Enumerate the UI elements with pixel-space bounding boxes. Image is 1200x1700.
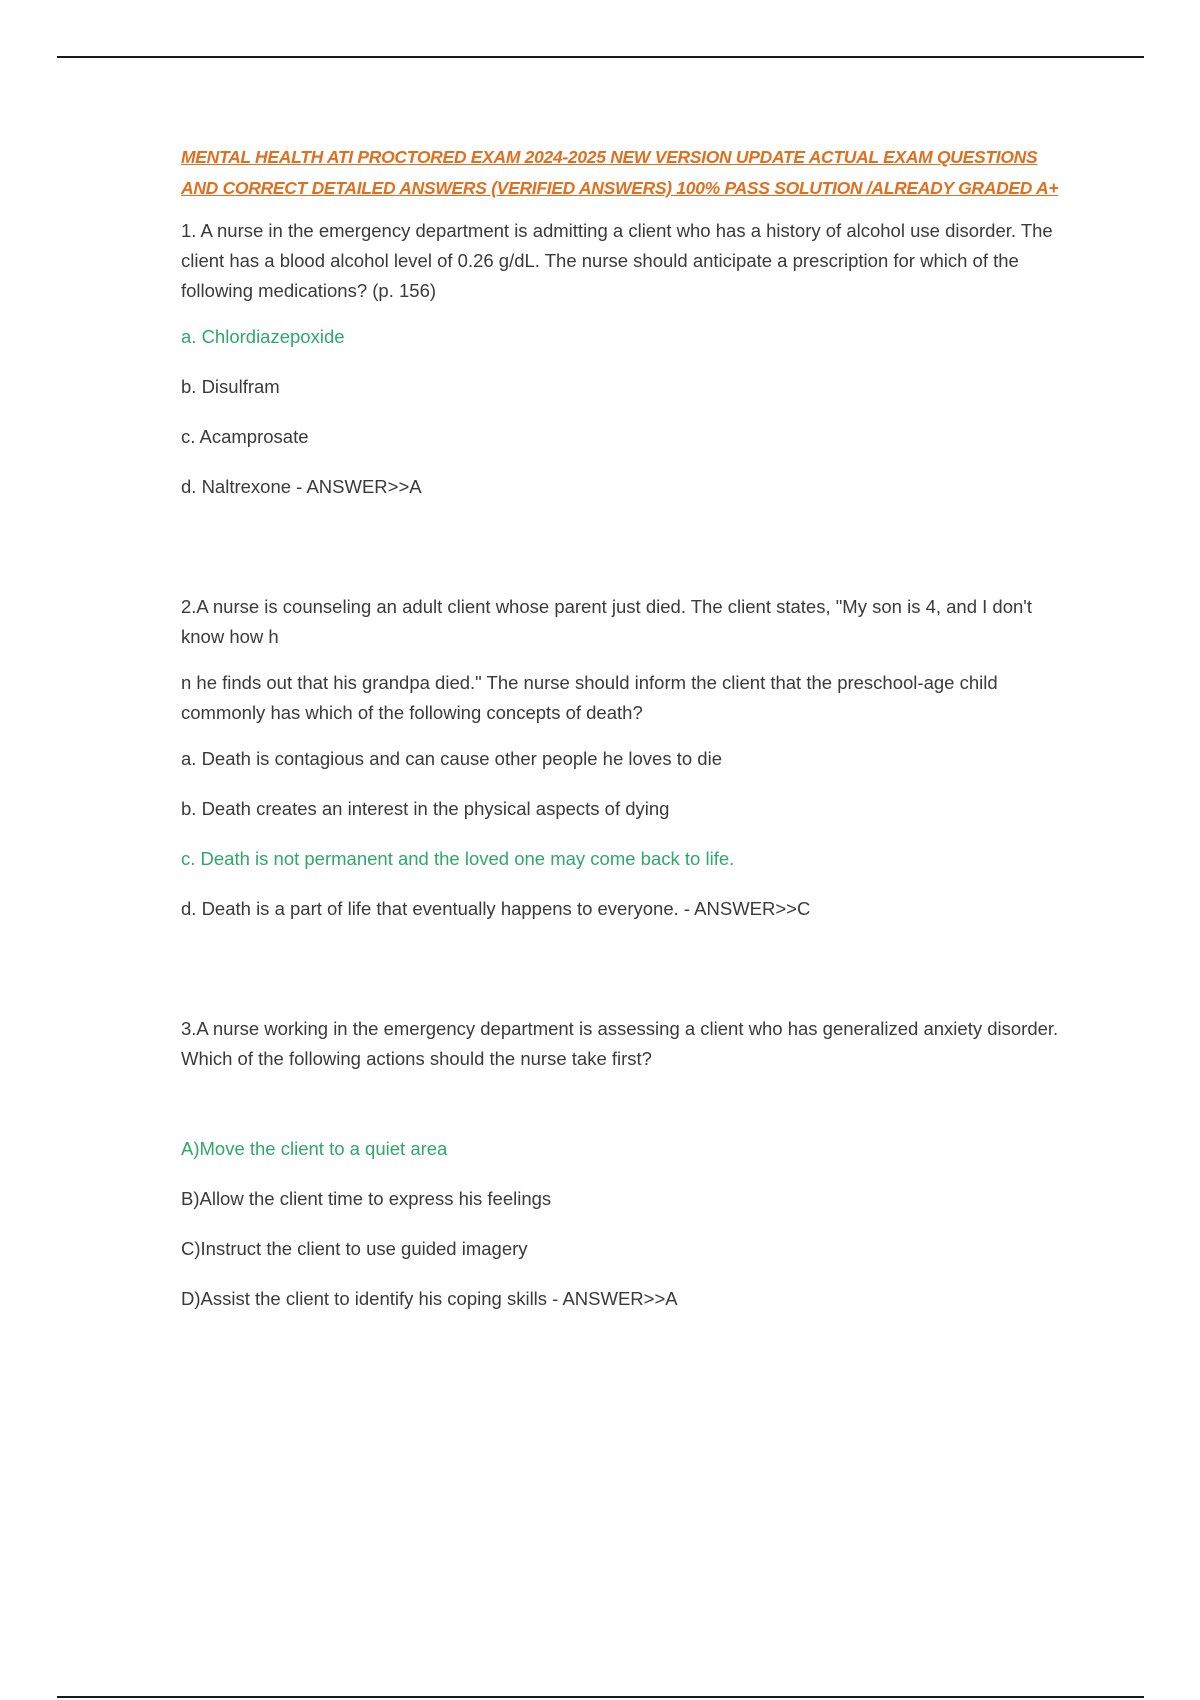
bottom-rule [57, 1696, 1144, 1698]
document-title: MENTAL HEALTH ATI PROCTORED EXAM 2024-2025 NEW VERSION UPDATE ACTUAL EXAM QUESTIONS AND CORRECT DETAILED ANSWERS (VERIFIED ANSWERS) 100% PASS SOLUTION /ALREADY GRADED A+ [181, 147, 1059, 198]
question-3-stem: 3.A nurse working in the emergency department is assessing a client who has generalized anxiety disorder. Which of the following actions should the nurse take first? [181, 1018, 1059, 1069]
question-3-option-d: D)Assist the client to identify his coping skills - ANSWER>>A [181, 1288, 678, 1309]
question-3-option-a: A)Move the client to a quiet area [181, 1138, 448, 1159]
document-body [181, 142, 1061, 1334]
question-3-option-c: C)Instruct the client to use guided imagery [181, 1238, 528, 1259]
question-2-stem-part1: 2.A nurse is counseling an adult client whose parent just died. The client states, "My son is 4, and I don't know how h [181, 596, 1032, 647]
question-3 [181, 1014, 1061, 1314]
question-1-option-c: c. Acamprosate [181, 426, 309, 447]
question-1 [181, 216, 1061, 502]
question-2-stem-part2: n he finds out that his grandpa died." The nurse should inform the client that the preschool-age child commonly has which of the following concepts of death? [181, 672, 998, 723]
question-1-option-d: d. Naltrexone - ANSWER>>A [181, 476, 422, 497]
question-2-option-d: d. Death is a part of life that eventually happens to everyone. - ANSWER>>C [181, 898, 811, 919]
question-3-option-b: B)Allow the client time to express his feelings [181, 1188, 552, 1209]
question-2 [181, 592, 1061, 924]
question-2-option-a: a. Death is contagious and can cause other people he loves to die [181, 748, 722, 769]
question-1-option-a: a. Chlordiazepoxide [181, 326, 345, 347]
question-1-option-b: b. Disulfram [181, 376, 280, 397]
question-2-option-b: b. Death creates an interest in the physical aspects of dying [181, 798, 670, 819]
question-1-stem: 1. A nurse in the emergency department is admitting a client who has a history of alcohol use disorder. The client has a blood alcohol level of 0.26 g/dL. The nurse should anticipate a prescription for which of the following medications? (p. 156) [181, 220, 1053, 301]
question-2-option-c: c. Death is not permanent and the loved one may come back to life. [181, 848, 735, 869]
top-rule [57, 56, 1144, 58]
